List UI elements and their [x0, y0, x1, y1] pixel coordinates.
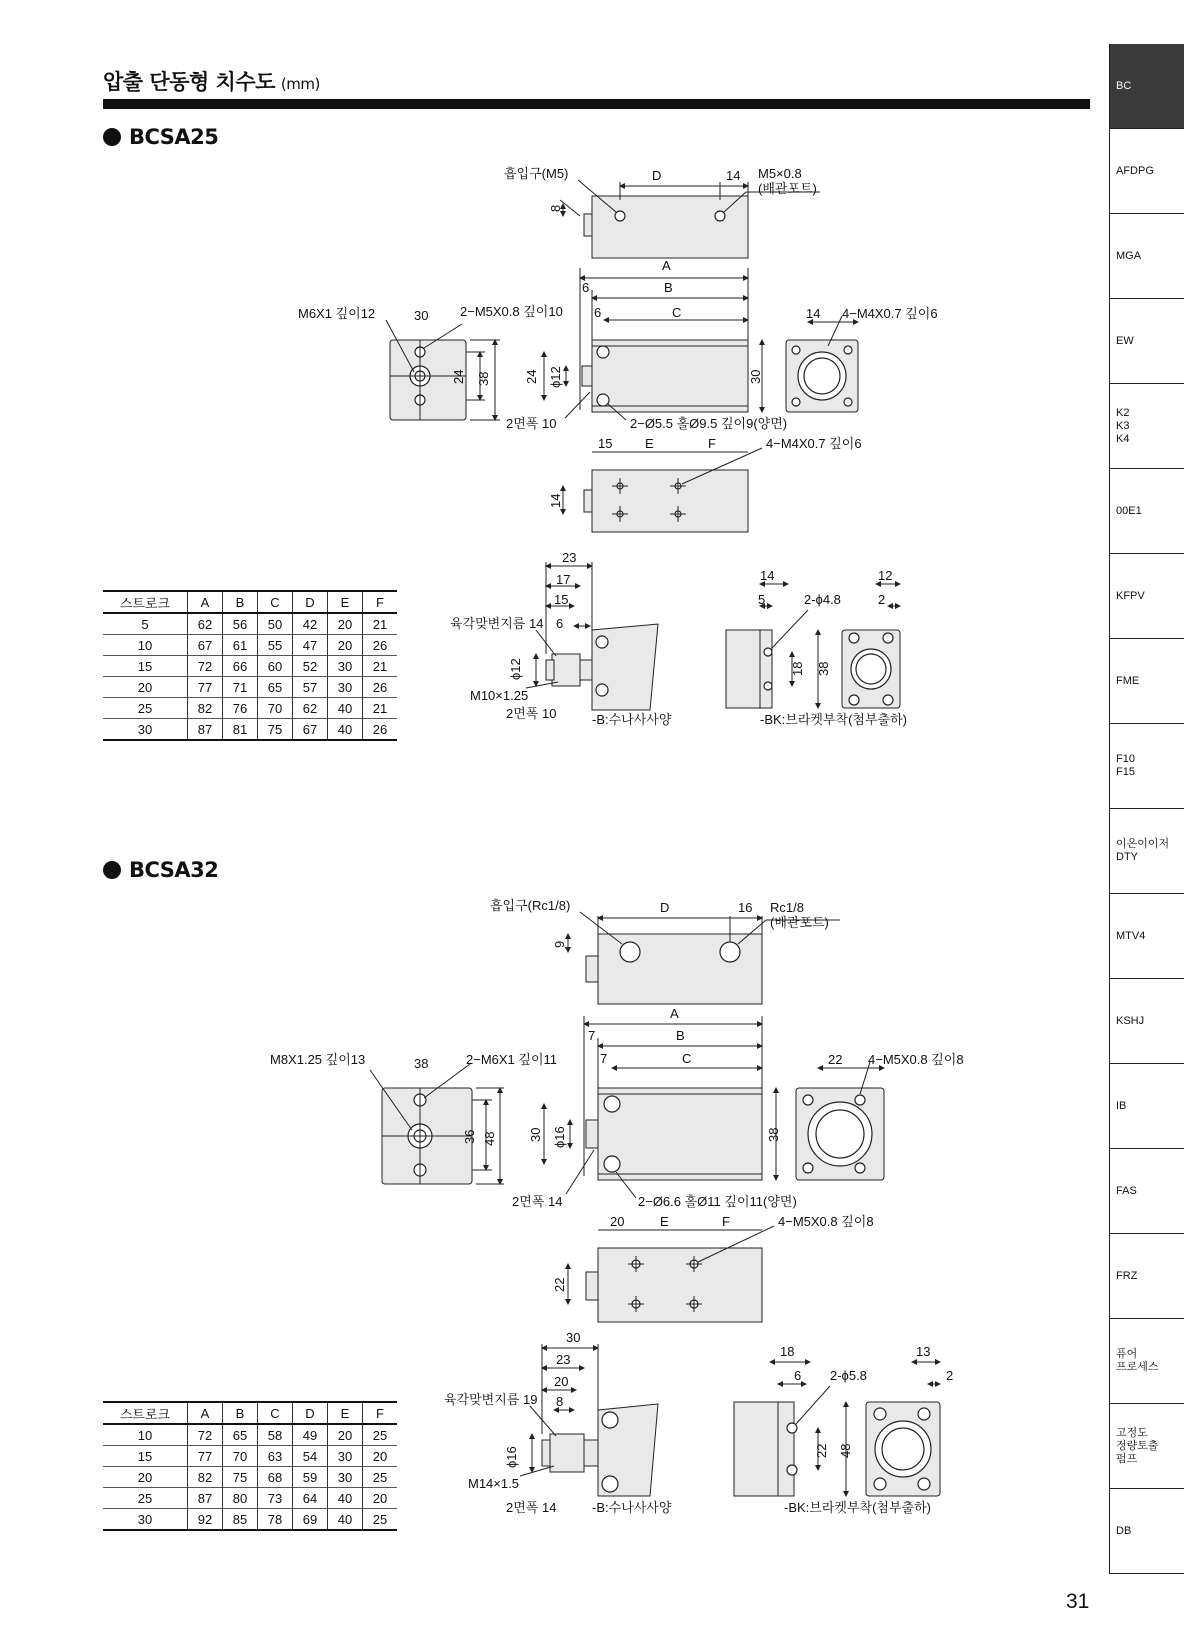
table-cell: 26	[363, 677, 398, 698]
table-row	[103, 719, 397, 741]
stroke-table-bcsa32	[103, 1401, 397, 1531]
table-cell: 65	[223, 1424, 258, 1446]
table-cell: 5	[141, 616, 149, 632]
dim-30: 30	[528, 1127, 543, 1142]
table-cell: 20	[328, 613, 363, 635]
dim-24: 24	[524, 369, 539, 384]
bcsa32-side-view	[512, 1006, 797, 1209]
table-cell: 76	[223, 698, 258, 719]
sidebar-nav	[1109, 44, 1184, 1574]
table-cell: 62	[293, 698, 328, 719]
label-f: F	[722, 1214, 730, 1229]
table-row	[103, 635, 397, 656]
sidebar-tab[interactable]: F10 F15	[1109, 724, 1184, 809]
table-cell: 40	[328, 719, 363, 741]
table-cell: 26	[363, 635, 398, 656]
dim-15: 15	[554, 592, 569, 607]
bcsa25-bk-option-view	[726, 568, 907, 727]
table-cell: 54	[293, 1446, 328, 1467]
sidebar-tab[interactable]: FAS	[1109, 1149, 1184, 1234]
label-suction-port: 흡입구(Rc1/8)	[490, 898, 571, 913]
label-rear-holes: 4−M4X0.7 깊이6	[842, 306, 938, 321]
label-phi16: ϕ16	[504, 1446, 519, 1468]
table-cell: 26	[363, 719, 398, 741]
table-cell: 15	[137, 658, 153, 674]
label-pipe-port: M5×0.8	[758, 166, 802, 181]
table-row	[103, 1509, 397, 1531]
label-thread: M10×1.25	[470, 688, 529, 703]
dim-7: 7	[588, 1028, 596, 1043]
label-hex-nut: 육각맞변지름 19	[444, 1392, 538, 1407]
label-through-holes: 2−Ø5.5 홀Ø9.5 깊이9(양면)	[630, 416, 788, 431]
dim-2: 2	[946, 1368, 954, 1383]
sidebar-tab[interactable]: 이온이이저 DTY	[1109, 809, 1184, 894]
table-cell: 20	[137, 679, 153, 695]
column-header: C	[258, 591, 293, 613]
table-cell: 25	[137, 700, 153, 716]
dim-23: 23	[562, 550, 577, 565]
table-cell: 42	[293, 613, 328, 635]
sidebar-tab[interactable]: 퓨어 프로세스	[1109, 1319, 1184, 1404]
dim-8: 8	[556, 1394, 564, 1409]
table-row	[103, 1488, 397, 1509]
dim-5: 5	[758, 592, 766, 607]
label-e: E	[660, 1214, 669, 1229]
table-row	[103, 698, 397, 719]
dim-22: 22	[552, 1277, 567, 1292]
table-cell: 58	[258, 1424, 293, 1446]
table-cell: 20	[363, 1488, 398, 1509]
dim-36: 36	[462, 1129, 477, 1144]
table-row	[103, 656, 397, 677]
bcsa32-bottom-view	[552, 1214, 874, 1322]
table-cell: 82	[188, 1467, 223, 1488]
section-heading-bcsa32: BCSA32	[103, 858, 218, 882]
label-f: F	[708, 436, 716, 451]
table-cell: 87	[188, 1488, 223, 1509]
table-cell: 63	[258, 1446, 293, 1467]
label-pipe-port-sub: (배관포트)	[770, 915, 829, 930]
table-cell: 55	[258, 635, 293, 656]
table-cell: 21	[363, 698, 398, 719]
label-pipe-port: Rc1/8	[770, 900, 804, 915]
bcsa25-rear-view	[786, 306, 938, 412]
table-cell: 62	[188, 613, 223, 635]
dim-13: 13	[916, 1344, 931, 1359]
table-cell: 75	[223, 1467, 258, 1488]
table-cell: 20	[137, 1469, 153, 1485]
dim-22: 22	[828, 1052, 843, 1067]
label-across-flats: 2면폭 14	[506, 1500, 557, 1515]
column-header: C	[258, 1402, 293, 1424]
page-number: 31	[1066, 1590, 1090, 1613]
bcsa25-side-view	[506, 258, 787, 431]
label-front-holes: 2−M6X1 깊이11	[466, 1052, 558, 1067]
sidebar-tab[interactable]: EW	[1109, 299, 1184, 384]
sidebar-tab[interactable]: MTV4	[1109, 894, 1184, 979]
table-cell: 20	[363, 1446, 398, 1467]
dim-12: 12	[878, 568, 893, 583]
table-cell: 52	[293, 656, 328, 677]
label-d: D	[660, 900, 670, 915]
table-cell: 50	[258, 613, 293, 635]
table-cell: 30	[328, 1467, 363, 1488]
table-cell: 70	[258, 698, 293, 719]
label-bottom-holes: 4−M5X0.8 깊이8	[778, 1214, 874, 1229]
table-cell: 68	[258, 1467, 293, 1488]
table-cell: 49	[293, 1424, 328, 1446]
table-cell: 30	[328, 1446, 363, 1467]
sidebar-tab[interactable]: 고정도 정량토출 펌프	[1109, 1404, 1184, 1489]
table-cell: 10	[137, 1427, 153, 1443]
caption-bk-option: -BK:브라켓부착(첨부출하)	[784, 1500, 931, 1515]
table-row	[103, 1446, 397, 1467]
label-d: D	[652, 168, 662, 183]
dim-38: 38	[766, 1127, 781, 1142]
table-cell: 59	[293, 1467, 328, 1488]
column-header: B	[223, 1402, 258, 1424]
table-cell: 72	[188, 656, 223, 677]
caption-b-option: -B:수나사사양	[592, 712, 672, 727]
table-cell: 71	[223, 677, 258, 698]
dim-24: 24	[451, 369, 466, 384]
column-header: E	[328, 1402, 363, 1424]
label-b: B	[676, 1028, 685, 1043]
dim-9: 9	[552, 940, 567, 948]
label-e: E	[645, 436, 654, 451]
dim-38: 38	[816, 661, 831, 676]
table-cell: 81	[223, 719, 258, 741]
label-through-holes: 2−Ø6.6 홀Ø11 깊이11(양면)	[638, 1194, 797, 1209]
dim-6: 6	[582, 280, 590, 295]
label-across-flats: 2면폭 10	[506, 416, 557, 431]
bcsa32-bk-option-view	[734, 1344, 953, 1515]
bcsa32-b-option-view	[444, 1330, 672, 1515]
table-row	[103, 677, 397, 698]
bcsa25-bottom-view	[548, 436, 862, 532]
table-cell: 77	[188, 1446, 223, 1467]
bcsa25-b-option-view	[450, 550, 672, 727]
dim-30: 30	[414, 308, 429, 323]
table-cell: 25	[137, 1490, 153, 1506]
column-header: A	[188, 591, 223, 613]
dim-6: 6	[794, 1368, 802, 1383]
bcsa32-rear-view	[796, 1052, 964, 1180]
sidebar-tab[interactable]: MGA	[1109, 214, 1184, 299]
dim-30: 30	[748, 369, 763, 384]
table-cell: 20	[328, 1424, 363, 1446]
table-cell: 67	[293, 719, 328, 741]
dim-14: 14	[806, 306, 821, 321]
table-cell: 20	[328, 635, 363, 656]
dim-6: 6	[594, 305, 602, 320]
table-cell: 40	[328, 1488, 363, 1509]
sidebar-tab[interactable]: 00E1	[1109, 469, 1184, 554]
dim-14: 14	[760, 568, 775, 583]
label-c: C	[682, 1051, 692, 1066]
dim-22: 22	[814, 1443, 829, 1458]
table-cell: 56	[223, 613, 258, 635]
table-header-row	[103, 591, 397, 613]
dim-48: 48	[838, 1443, 853, 1458]
table-row	[103, 1424, 397, 1446]
label-hex-nut: 육각맞변지름 14	[450, 616, 544, 631]
dim-23: 23	[556, 1352, 571, 1367]
sidebar-tab[interactable]: IB	[1109, 1064, 1184, 1149]
column-header: F	[363, 591, 398, 613]
table-cell: 30	[328, 677, 363, 698]
table-cell: 57	[293, 677, 328, 698]
table-cell: 61	[223, 635, 258, 656]
label-bottom-holes: 4−M4X0.7 깊이6	[766, 436, 862, 451]
column-header: A	[188, 1402, 223, 1424]
table-cell: 40	[328, 698, 363, 719]
bcsa32-top-view	[490, 898, 840, 1004]
dim-2: 2	[878, 592, 886, 607]
column-header: D	[293, 1402, 328, 1424]
label-rear-holes: 4−M5X0.8 깊이8	[868, 1052, 964, 1067]
table-header-row	[103, 1402, 397, 1424]
label-bracket-holes: 2-ϕ4.8	[804, 592, 841, 607]
column-header: 스트로크	[119, 1406, 171, 1422]
dim-30: 30	[566, 1330, 581, 1345]
sidebar-tab[interactable]: KSHJ	[1109, 979, 1184, 1064]
label-a: A	[662, 258, 671, 273]
sidebar-tab[interactable]: AFDPG	[1109, 129, 1184, 214]
column-header: 스트로크	[119, 595, 171, 611]
dim-38: 38	[414, 1056, 429, 1071]
dim-20: 20	[554, 1374, 569, 1389]
caption-b-option: -B:수나사사양	[592, 1500, 672, 1515]
label-b: B	[664, 280, 673, 295]
table-cell: 66	[223, 656, 258, 677]
table-cell: 92	[188, 1509, 223, 1531]
label-phi12: ϕ12	[548, 366, 563, 388]
table-cell: 25	[363, 1424, 398, 1446]
bcsa25-front-view	[298, 304, 563, 420]
label-thread: M14×1.5	[468, 1476, 519, 1491]
sidebar-tab[interactable]: KFPV	[1109, 554, 1184, 639]
table-cell: 69	[293, 1509, 328, 1531]
dim-38: 38	[476, 371, 491, 386]
table-cell: 78	[258, 1509, 293, 1531]
table-cell: 73	[258, 1488, 293, 1509]
label-front-thread: M6X1 깊이12	[298, 306, 376, 321]
table-cell: 67	[188, 635, 223, 656]
stroke-table-bcsa25	[103, 590, 397, 741]
label-suction-port: 흡입구(M5)	[504, 166, 569, 181]
table-cell: 60	[258, 656, 293, 677]
sidebar-tab[interactable]: DB	[1109, 1489, 1184, 1574]
page-title: 압출 단동형 치수도 (mm)	[103, 70, 320, 94]
dim-18: 18	[790, 661, 805, 676]
table-cell: 10	[137, 637, 153, 653]
label-pipe-port-sub: (배관포트)	[758, 181, 817, 196]
dim-8: 8	[548, 204, 563, 212]
table-cell: 70	[223, 1446, 258, 1467]
table-cell: 72	[188, 1424, 223, 1446]
label-phi12: ϕ12	[508, 658, 523, 680]
sidebar-tab[interactable]: BC	[1109, 44, 1184, 129]
table-cell: 21	[363, 613, 398, 635]
table-cell: 65	[258, 677, 293, 698]
dim-18: 18	[780, 1344, 795, 1359]
table-cell: 77	[188, 677, 223, 698]
sidebar-tab[interactable]: K2 K3 K4	[1109, 384, 1184, 469]
table-cell: 80	[223, 1488, 258, 1509]
table-row	[103, 1467, 397, 1488]
table-row	[103, 613, 397, 635]
column-header: F	[363, 1402, 398, 1424]
unit-label: (mm)	[280, 75, 320, 93]
dim-48: 48	[482, 1131, 497, 1146]
table-cell: 75	[258, 719, 293, 741]
table-cell: 40	[328, 1509, 363, 1531]
caption-bk-option: -BK:브라켓부착(첨부출하)	[760, 712, 907, 727]
sidebar-tab[interactable]: FRZ	[1109, 1234, 1184, 1319]
label-bracket-holes: 2-ϕ5.8	[830, 1368, 867, 1383]
table-cell: 82	[188, 698, 223, 719]
label-a: A	[670, 1006, 679, 1021]
dim-20: 20	[610, 1214, 625, 1229]
bcsa25-top-view	[504, 166, 820, 258]
table-cell: 21	[363, 656, 398, 677]
dim-6: 6	[556, 616, 564, 631]
dim-16: 16	[738, 900, 753, 915]
label-c: C	[672, 305, 682, 320]
column-header: D	[293, 591, 328, 613]
table-cell: 47	[293, 635, 328, 656]
table-cell: 25	[363, 1509, 398, 1531]
label-phi16: ϕ16	[552, 1126, 567, 1148]
dim-14: 14	[548, 493, 563, 508]
section-heading-bcsa25: BCSA25	[103, 125, 218, 149]
bcsa32-front-view	[270, 1052, 557, 1184]
table-cell: 64	[293, 1488, 328, 1509]
column-header: B	[223, 591, 258, 613]
table-cell: 15	[137, 1448, 153, 1464]
column-header: E	[328, 591, 363, 613]
label-front-thread: M8X1.25 깊이13	[270, 1052, 366, 1067]
dim-17: 17	[556, 572, 571, 587]
table-cell: 87	[188, 719, 223, 741]
dim-7: 7	[600, 1051, 608, 1066]
table-cell: 30	[137, 1511, 153, 1527]
table-cell: 25	[363, 1467, 398, 1488]
dim-15: 15	[598, 436, 613, 451]
table-cell: 30	[137, 721, 153, 737]
label-across-flats: 2면폭 10	[506, 706, 557, 721]
label-front-holes: 2−M5X0.8 깊이10	[460, 304, 563, 319]
table-cell: 85	[223, 1509, 258, 1531]
sidebar-tab[interactable]: FME	[1109, 639, 1184, 724]
table-cell: 30	[328, 656, 363, 677]
dim-14: 14	[726, 168, 741, 183]
label-across-flats: 2면폭 14	[512, 1194, 563, 1209]
